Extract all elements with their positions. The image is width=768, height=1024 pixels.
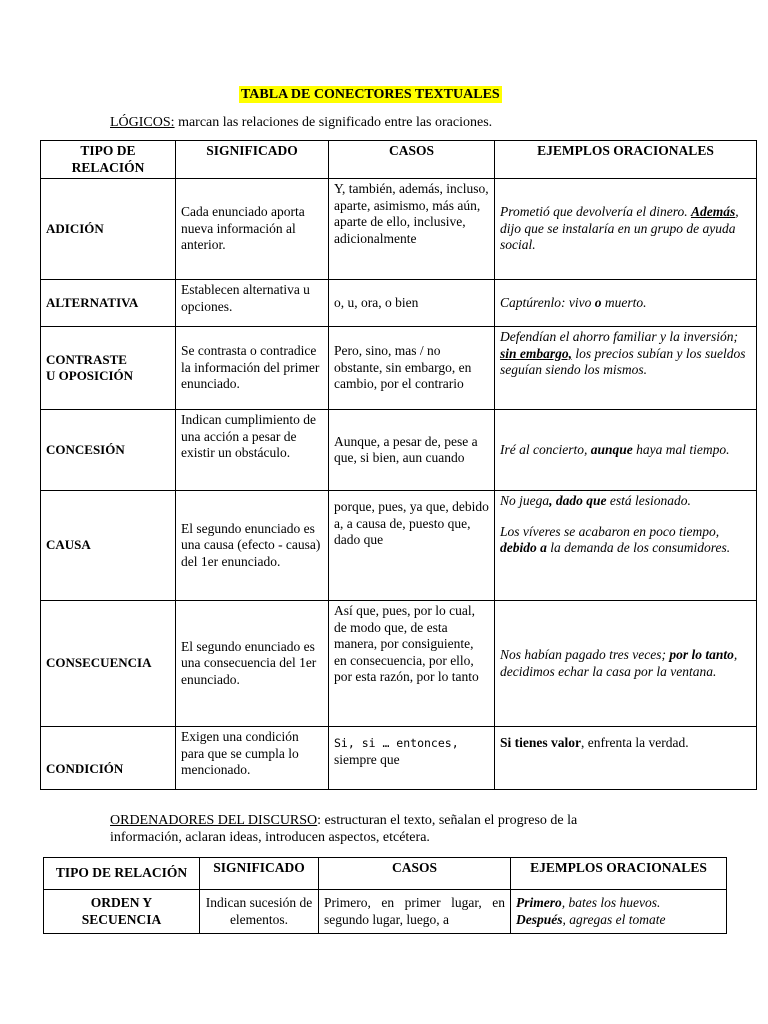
row-significado: Cada enunciado aporta nueva información al anterior. — [176, 179, 329, 280]
ejemplo-connector: Primero — [516, 895, 562, 910]
ejemplo-text: Nos habían pagado tres veces; — [500, 647, 670, 662]
ejemplo-text: Prometió que devolvería el dinero. — [500, 204, 691, 220]
row-tipo: ORDEN Y SECUENCIA — [44, 890, 200, 934]
table-row — [41, 327, 757, 410]
ejemplo-text: , decidimos echar la casa por la ventana. — [500, 647, 738, 679]
row-tipo — [41, 327, 176, 410]
header-ejemplos: EJEMPLOS ORACIONALES — [495, 141, 757, 179]
row-significado: Se contrasta o contradice la información del primer enunciado. — [176, 327, 329, 410]
ejemplo-text: Los víveres se acabaron en poco tiempo, — [500, 523, 720, 539]
table-header-row — [41, 141, 757, 179]
ejemplo-connector: aunque — [590, 441, 633, 457]
ejemplo-text: , enfrenta la verdad. — [581, 735, 689, 750]
ejemplo-text: Defendían el ahorro familiar y la inversión; — [500, 329, 738, 344]
tipo-line: U OPOSICIÓN — [46, 368, 134, 383]
row-tipo: CONSECUENCIA — [41, 601, 176, 727]
row-casos: o, u, ora, o bien — [329, 280, 495, 327]
row-significado: El segundo enunciado es una causa (efecto - causa) del 1er enunciado. — [176, 491, 329, 601]
table-row — [44, 890, 727, 934]
connectors-table — [40, 140, 757, 790]
row-ejemplo — [495, 727, 757, 790]
row-tipo: CAUSA — [41, 491, 176, 601]
row-casos: Pero, sino, mas / no obstante, sin embargo, en cambio, por el contrario — [329, 327, 495, 410]
ejemplo-text: , dijo que se instalaría en un grupo de ayuda social. — [500, 204, 739, 253]
row-casos: Aunque, a pesar de, pese a que, si bien, aun cuando — [329, 410, 495, 491]
row-casos — [329, 727, 495, 790]
row-ejemplo — [495, 280, 757, 327]
ordenadores-intro — [110, 812, 650, 846]
ejemplo-text: Captúrenlo: vivo — [500, 294, 595, 310]
table-row — [41, 727, 757, 790]
header-significado: SIGNIFICADO — [200, 858, 319, 890]
row-ejemplo — [495, 327, 757, 410]
row-casos: Y, también, además, incluso, aparte, asimismo, más aún, aparte de ello, inclusive, adicionalmente — [329, 179, 495, 280]
ejemplo-text: Iré al concierto, — [500, 441, 591, 457]
row-significado: Establecen alternativa u opciones. — [176, 280, 329, 327]
tipo-line: CONTRASTE — [46, 351, 127, 367]
row-tipo: ADICIÓN — [41, 179, 176, 280]
ejemplo-connector: Después — [516, 911, 563, 927]
table-row — [41, 410, 757, 491]
ejemplo-connector: o — [594, 294, 602, 310]
header-casos: CASOS — [319, 858, 511, 890]
row-significado: El segundo enunciado es una consecuencia del 1er enunciado. — [176, 601, 329, 727]
table-header-row — [44, 858, 727, 890]
casos-line: siempre que — [334, 751, 400, 767]
ejemplo-connector: por lo tanto — [669, 647, 734, 662]
table-row — [41, 179, 757, 280]
logicos-text: marcan las relaciones de significado entre las oraciones. — [174, 115, 493, 130]
ejemplo-connector: sin embargo, — [500, 345, 573, 361]
ejemplo-text: haya mal tiempo. — [632, 441, 730, 457]
row-ejemplo — [495, 410, 757, 491]
ejemplo-text: No juega — [500, 493, 550, 508]
ordenadores-label: ORDENADORES DEL DISCURSO — [110, 813, 318, 828]
row-ejemplo — [495, 601, 757, 727]
table-row — [41, 491, 757, 601]
logicos-label: LÓGICOS: — [110, 115, 175, 130]
ejemplo-connector: , dado que — [549, 493, 607, 508]
row-casos: Así que, pues, por lo cual, de modo que, de esta manera, por consiguiente, en consecuencia, por ello, por esta razón, por lo tanto — [329, 601, 495, 727]
ordenadores-table — [43, 857, 727, 934]
row-tipo: CONCESIÓN — [41, 410, 176, 491]
ejemplo-text: la demanda de los consumidores. — [546, 540, 731, 555]
ejemplo-connector: debido a — [500, 540, 547, 555]
header-casos: CASOS — [329, 141, 495, 179]
header-ejemplos: EJEMPLOS ORACIONALES — [511, 858, 727, 890]
ejemplo-connector: Si tienes valor — [500, 735, 581, 750]
ejemplo-text: , bates los huevos. — [561, 895, 661, 910]
row-ejemplo — [511, 890, 727, 934]
page-title: TABLA DE CONECTORES TEXTUALES — [241, 87, 500, 102]
ordenadores-text: : estructuran el texto, señalan el progreso de la información, aclaran ideas, introducen aspectos, etcétera. — [110, 813, 578, 845]
header-tipo: TIPO DE RELACIÓN — [41, 141, 176, 179]
ejemplo-line — [516, 895, 721, 912]
ejemplo-text: , agregas el tomate — [562, 911, 666, 927]
ejemplo-line — [500, 493, 751, 510]
row-significado: Exigen una condición para que se cumpla lo mencionado. — [176, 727, 329, 790]
row-tipo: ALTERNATIVA — [41, 280, 176, 327]
row-tipo: CONDICIÓN — [41, 727, 176, 790]
table-row — [41, 280, 757, 327]
ejemplo-text: está lesionado. — [606, 493, 691, 508]
header-significado: SIGNIFICADO — [176, 141, 329, 179]
row-significado: Indican sucesión de elementos. — [200, 890, 319, 934]
row-ejemplo — [495, 179, 757, 280]
header-tipo: TIPO DE RELACIÓN — [44, 858, 200, 890]
casos-line: Si, si … entonces, — [334, 736, 459, 750]
row-casos: porque, pues, ya que, debido a, a causa de, puesto que, dado que — [329, 491, 495, 601]
ejemplo-text: los precios subían y los sueldos seguían siendo los mismos. — [500, 345, 746, 377]
table-row — [41, 601, 757, 727]
row-ejemplo — [495, 491, 757, 601]
logicos-intro — [110, 114, 492, 131]
ejemplo-text: muerto. — [601, 294, 647, 310]
ejemplo-connector: Además — [690, 204, 736, 220]
row-significado: Indican cumplimiento de una acción a pesar de existir un obstáculo. — [176, 410, 329, 491]
ejemplo-line — [516, 912, 721, 929]
row-casos: Primero, en primer lugar, en segundo lugar, luego, a — [319, 890, 511, 934]
ejemplo-line — [500, 524, 751, 557]
